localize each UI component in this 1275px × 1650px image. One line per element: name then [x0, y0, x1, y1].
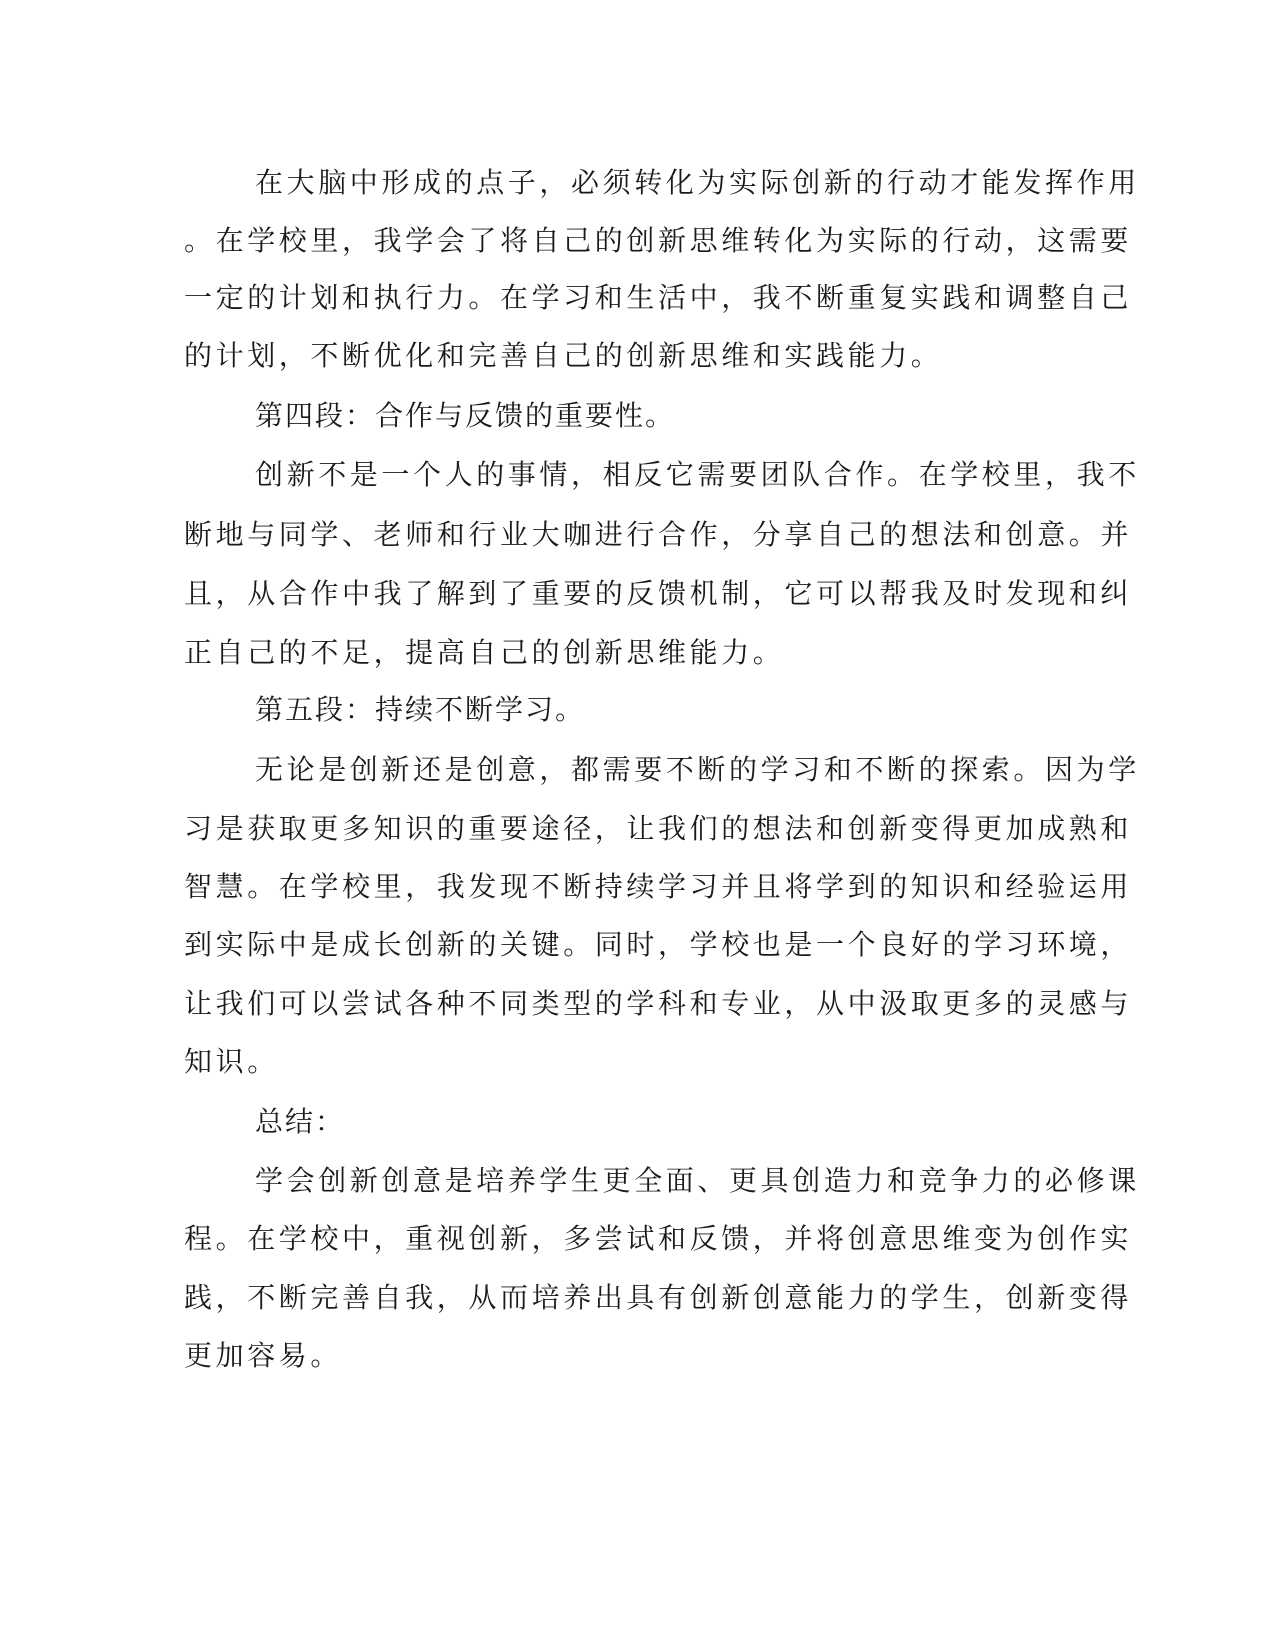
paragraph-line: 习是获取更多知识的重要途径，让我们的想法和创新变得更加成熟和 [184, 812, 1133, 845]
paragraph-line: 创新不是一个人的事情，相反它需要团队合作。在学校里，我不 [255, 458, 1140, 491]
paragraph-line: 。在学校里，我学会了将自己的创新思维转化为实际的行动，这需要 [184, 224, 1133, 257]
paragraph-line: 正自己的不足，提高自己的创新思维能力。 [184, 636, 785, 669]
paragraph-line: 学会创新创意是培养学生更全面、更具创造力和竞争力的必修课 [255, 1164, 1140, 1197]
section-heading: 第五段：持续不断学习。 [255, 693, 586, 726]
paragraph-line: 且，从合作中我了解到了重要的反馈机制，它可以帮我及时发现和纠 [184, 577, 1133, 610]
paragraph-line: 更加容易。 [184, 1339, 343, 1372]
paragraph-line: 的计划，不断优化和完善自己的创新思维和实践能力。 [184, 339, 943, 372]
paragraph-line: 智慧。在学校里，我发现不断持续学习并且将学到的知识和经验运用 [184, 870, 1133, 903]
paragraph-line: 让我们可以尝试各种不同类型的学科和专业，从中汲取更多的灵感与 [184, 987, 1133, 1020]
paragraph-line: 践，不断完善自我，从而培养出具有创新创意能力的学生，创新变得 [184, 1281, 1133, 1314]
section-heading: 总结： [255, 1105, 346, 1138]
paragraph-line: 到实际中是成长创新的关键。同时，学校也是一个良好的学习环境， [184, 928, 1133, 961]
paragraph-line: 一定的计划和执行力。在学习和生活中，我不断重复实践和调整自己 [184, 281, 1133, 314]
paragraph-line: 断地与同学、老师和行业大咖进行合作，分享自己的想法和创意。并 [184, 518, 1133, 551]
paragraph-line: 无论是创新还是创意，都需要不断的学习和不断的探索。因为学 [255, 753, 1140, 786]
paragraph-line: 知识。 [184, 1045, 279, 1078]
paragraph-line: 程。在学校中，重视创新，多尝试和反馈，并将创意思维变为创作实 [184, 1222, 1133, 1255]
paragraph-line: 在大脑中形成的点子，必须转化为实际创新的行动才能发挥作用 [255, 166, 1140, 199]
section-heading: 第四段：合作与反馈的重要性。 [255, 399, 676, 432]
